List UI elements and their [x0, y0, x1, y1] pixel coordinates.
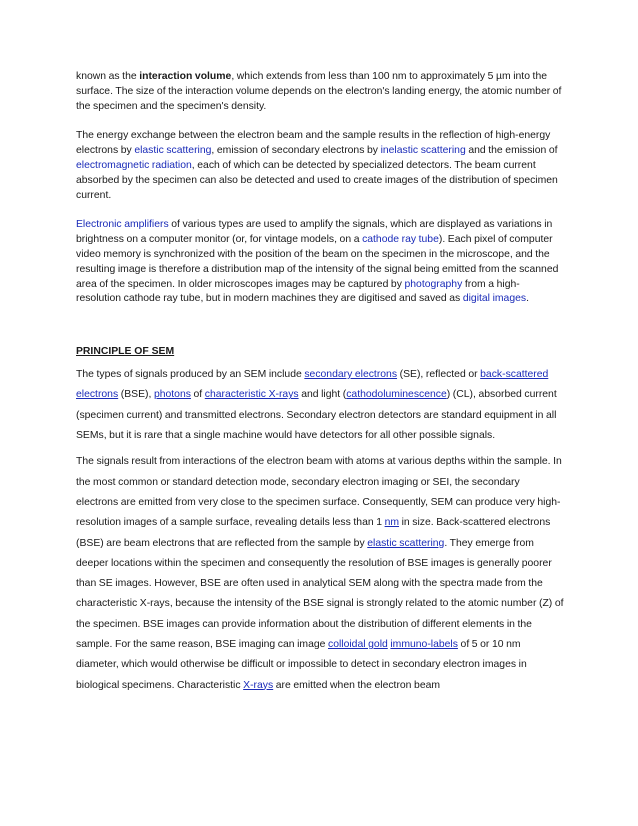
text-run: (BSE),	[118, 389, 154, 401]
hyperlink[interactable]: characteristic X-rays	[204, 389, 299, 401]
text-run: of	[190, 389, 205, 401]
text-run: , which extends from less than 100 nm to approximately 5 µm into the surface. The size of the interaction volume depends on the electron's landing energy, the atomic number of the specimen and the specimen's density.	[76, 71, 562, 112]
hyperlink[interactable]: immuno-labels	[390, 639, 458, 651]
hyperlink[interactable]: secondary electrons	[304, 369, 398, 381]
text-run: (SE), reflected or	[397, 369, 481, 381]
paragraph-signal-interactions	[76, 452, 564, 696]
paragraph-electronic-amplifiers	[76, 218, 564, 307]
hyperlink[interactable]: photography	[404, 278, 463, 290]
hyperlink[interactable]: photons	[153, 389, 191, 401]
paragraph-energy-exchange	[76, 129, 564, 203]
principle-section	[76, 365, 564, 696]
text-run: . They emerge from deeper locations within the specimen and consequently the resolution of BSE images is generally poorer than SE images. However, BSE are often used in analytical SEM along with the spectra made from the characteristic X-rays, because the intensity of the BSE signal is strongly related to the atomic number (Z) of the specimen. BSE images can provide information about the distribution of different elements in the sample. For the same reason, BSE imaging can image	[76, 537, 564, 651]
text-run: .	[526, 293, 529, 305]
paragraph-signal-types	[76, 365, 564, 446]
text-run: are emitted when the electron beam	[273, 679, 441, 691]
hyperlink[interactable]: Electronic amplifiers	[76, 219, 169, 231]
hyperlink[interactable]: digital images	[462, 293, 527, 305]
text-run: , emission of secondary electrons by	[211, 145, 381, 157]
text-run: and the emission of	[465, 145, 558, 157]
text-run: from a high-resolution cathode ray tube, but in modern machines they are digitised and saved as	[76, 278, 520, 305]
hyperlink[interactable]: inelastic scattering	[380, 145, 466, 157]
text-run: The types of signals produced by an SEM include	[76, 369, 305, 381]
text-run: ). Each pixel of computer video memory is synchronized with the position of the beam on the specimen in the microscope, and the resulting image is therefore a distribution map of the intensity of the signal being emitted from the scanned area of the specimen. In older microscopes images may be captured by	[76, 234, 559, 290]
text-run: The energy exchange between the electron beam and the sample results in the reflection of high-energy electrons by	[76, 130, 551, 157]
hyperlink[interactable]: electromagnetic radiation	[76, 159, 192, 171]
bold-term: interaction volume	[139, 71, 232, 82]
paragraph-interaction-volume	[76, 70, 564, 114]
hyperlink[interactable]: colloidal gold	[328, 639, 388, 651]
section-heading: PRINCIPLE OF SEM	[76, 346, 175, 358]
document-page	[76, 70, 564, 696]
text-run: of 5 or 10 nm diameter, which would otherwise be difficult or impossible to detect in secondary electron images in biological specimens. Characteristic	[76, 639, 527, 691]
hyperlink[interactable]: X-rays	[243, 679, 274, 691]
hyperlink[interactable]: nm	[384, 517, 400, 529]
text-run: , each of which can be detected by specialized detectors. The beam current absorbed by the specimen can also be detected and used to create images of the distribution of specimen current.	[76, 159, 558, 201]
text-run: and light (	[298, 389, 347, 401]
hyperlink[interactable]: elastic scattering	[367, 537, 445, 549]
text-run: in size. Back-scattered electrons (BSE) are beam electrons that are reflected from the sample by	[76, 517, 551, 549]
hyperlink[interactable]: back-scattered electrons	[76, 369, 549, 401]
intro-section	[76, 70, 564, 307]
hyperlink[interactable]: cathode ray tube	[362, 234, 439, 246]
hyperlink[interactable]: elastic scattering	[134, 145, 212, 157]
text-run: ) (CL), absorbed current (specimen current) and transmitted electrons. Secondary electron detectors are standard equipment in all SEMs, but it is rare that a single machine would have detectors for all other possible signals.	[76, 389, 557, 442]
text-run: The signals result from interactions of the electron beam with atoms at various depths within the sample. In the most common or standard detection mode, secondary electron imaging or SEI, the secondary electrons are emitted from very close to the specimen surface. Consequently, SEM can produce very high-resolution images of a sample surface, revealing details less than 1	[76, 456, 562, 529]
hyperlink[interactable]: cathodoluminescence	[346, 389, 447, 401]
text-run: known as the	[76, 71, 140, 82]
text-run: of various types are used to amplify the signals, which are displayed as variations in brightness on a computer monitor (or, for vintage models, on a	[76, 219, 553, 246]
